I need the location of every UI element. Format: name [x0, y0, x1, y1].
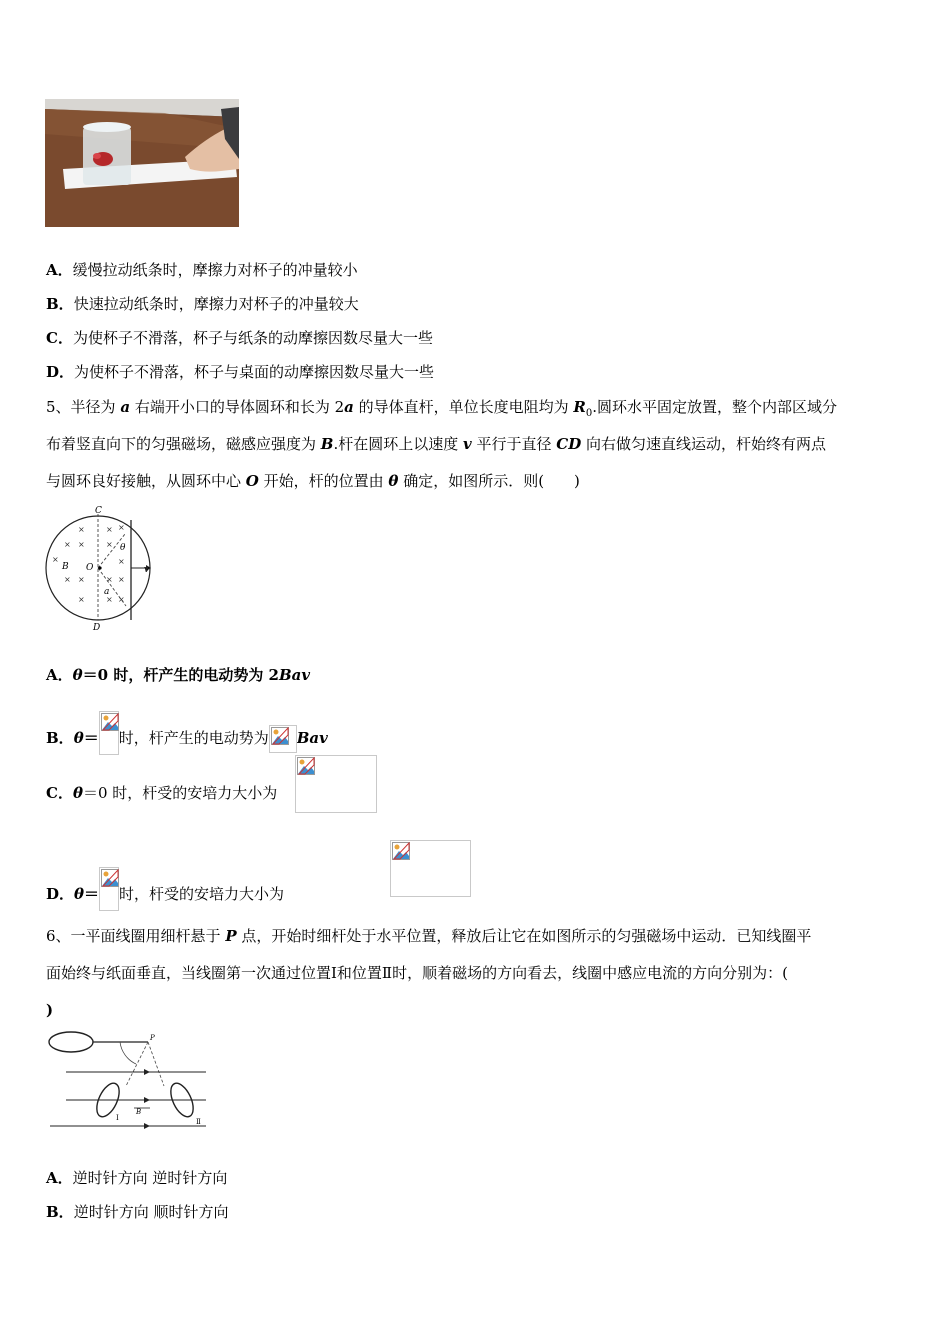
- q4-option-c: [46, 328, 433, 348]
- label-position-i: I: [116, 1114, 119, 1122]
- svg-text:×: ×: [118, 523, 125, 532]
- label-b: B: [136, 1108, 142, 1116]
- broken-image-icon: [392, 842, 410, 860]
- broken-image-fraction: [99, 711, 119, 755]
- broken-image-fraction: [99, 867, 119, 911]
- q5-option-b: B．θ＝ 时，杆产生的电动势为 Bav: [46, 711, 328, 755]
- svg-text:×: ×: [106, 525, 113, 534]
- q4-option-b: [46, 294, 359, 314]
- label-o: O: [86, 563, 94, 573]
- broken-image-icon: [297, 757, 315, 775]
- q4-option-a: [46, 260, 358, 280]
- cup-paper-photo: [45, 99, 239, 227]
- q5-stem-line2: 布着竖直向下的匀强磁场，磁感应强度为 B.杆在圆环上以速度 v 平行于直径 CD 向右做匀速直线运动，杆始终有两点: [46, 435, 827, 453]
- q6-figure: [44, 1028, 214, 1130]
- q6-stem-line3: ): [46, 1001, 54, 1019]
- q6-stem-line1: 6、一平面线圈用细杆悬于 P 点，开始时细杆处于水平位置，释放后让它在如图所示的匀强磁场中运动．已知线圈平: [46, 927, 812, 945]
- broken-image-icon: [101, 713, 119, 731]
- q6-stem-line2: 面始终与纸面垂直，当线圈第一次通过位置Ⅰ和位置Ⅱ时，顺着磁场的方向看去，线圈中感应电流的方向分别为：(: [46, 964, 788, 982]
- label-v: v: [144, 565, 150, 575]
- q4-option-d: [46, 362, 434, 382]
- option-text: 为使杯子不滑落，杯子与纸条的动摩擦因数尽量大一些: [72, 329, 433, 347]
- option-letter: B．: [46, 295, 74, 313]
- label-a: a: [104, 587, 110, 597]
- svg-text:×: ×: [106, 595, 113, 604]
- broken-image-icon: [271, 727, 289, 745]
- ring-field-diagram: [40, 502, 160, 634]
- broken-image-coefficient: [269, 725, 297, 753]
- broken-image-force-c: [295, 755, 377, 813]
- q5-option-d: D．θ＝ 时，杆受的安培力大小为: [46, 867, 284, 911]
- option-letter: C．: [46, 329, 73, 347]
- svg-text:×: ×: [118, 595, 125, 604]
- q5-figure: [40, 502, 160, 634]
- label-d: D: [93, 623, 101, 633]
- svg-text:×: ×: [78, 575, 85, 584]
- svg-text:×: ×: [118, 575, 125, 584]
- label-c: C: [95, 506, 102, 516]
- option-text: 缓慢拉动纸条时，摩擦力对杯子的冲量较小: [72, 261, 358, 279]
- option-text: 快速拉动纸条时，摩擦力对杯子的冲量较大: [73, 295, 359, 313]
- q5-option-c: C．θ＝0 时，杆受的安培力大小为: [46, 784, 278, 802]
- svg-text:×: ×: [118, 557, 125, 566]
- q6-option-b: B．逆时针方向 顺时针方向: [46, 1203, 229, 1221]
- q5-stem-line1: 5、半径为 a 右端开小口的导体圆环和长为 2a 的导体直杆，单位长度电阻均为 $R_0$.圆环水平固定放置，整个内部区域分: [46, 398, 838, 419]
- svg-text:×: ×: [64, 575, 71, 584]
- broken-image-icon: [101, 869, 119, 887]
- q5-stem-line3: 与圆环良好接触，从圆环中心 O 开始，杆的位置由 θ 确定，如图所示．则( ): [46, 472, 580, 490]
- option-letter: A．: [46, 261, 73, 279]
- svg-text:×: ×: [106, 575, 113, 584]
- svg-text:×: ×: [78, 595, 85, 604]
- label-p: P: [150, 1034, 155, 1042]
- svg-text:×: ×: [78, 540, 85, 549]
- option-letter: D．: [46, 363, 75, 381]
- label-theta: θ: [120, 543, 126, 553]
- label-position-ii: Ⅱ: [196, 1118, 201, 1126]
- cup-paper-photo-graphic: [45, 99, 239, 227]
- svg-text:×: ×: [106, 540, 113, 549]
- label-b: B: [62, 562, 69, 572]
- coil-field-diagram: [44, 1028, 214, 1130]
- svg-text:×: ×: [52, 555, 59, 564]
- option-text: 为使杯子不滑落，杯子与桌面的动摩擦因数尽量大一些: [74, 363, 435, 381]
- svg-text:×: ×: [64, 540, 71, 549]
- broken-image-force-d: [390, 840, 471, 897]
- q6-option-a: A．逆时针方向 逆时针方向: [46, 1169, 228, 1187]
- q5-option-a: A．θ＝0 时，杆产生的电动势为 2Bav: [46, 666, 311, 684]
- svg-text:×: ×: [78, 525, 85, 534]
